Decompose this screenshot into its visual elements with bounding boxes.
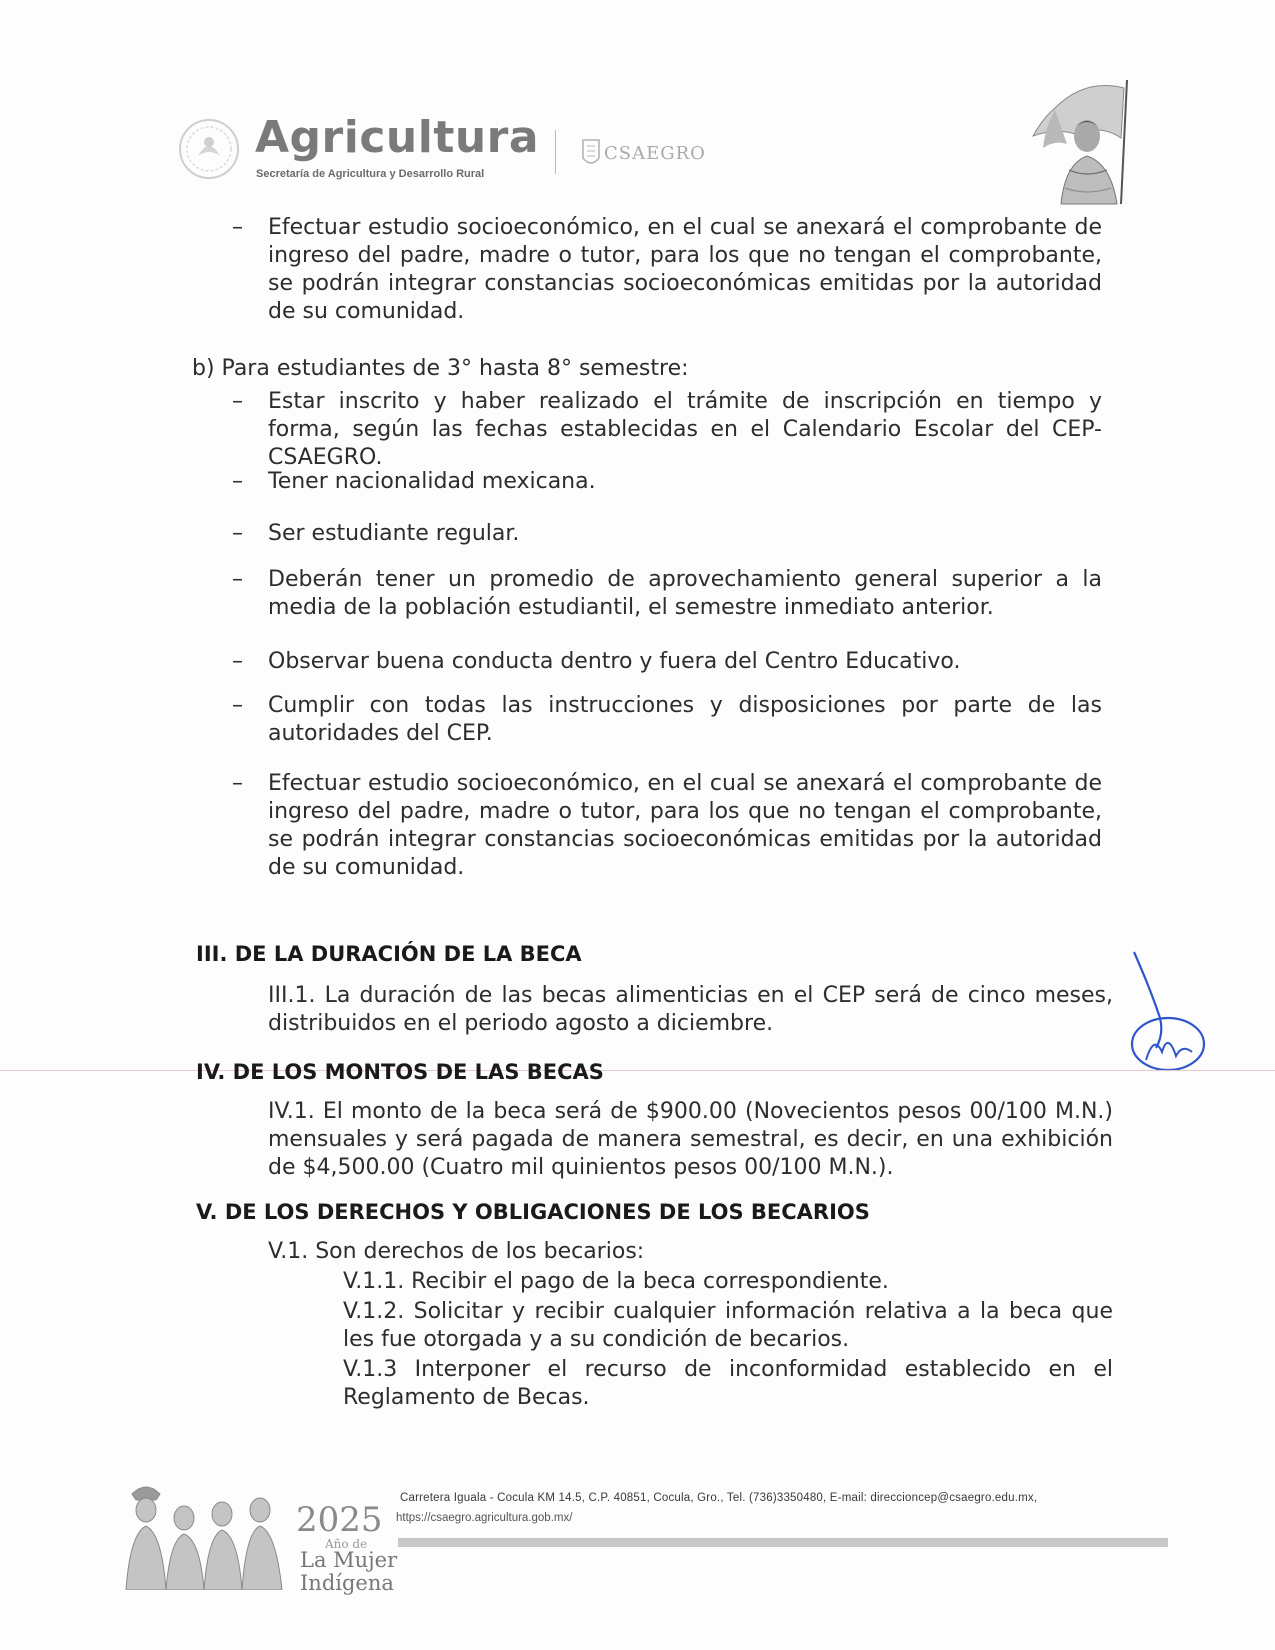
bullet-dash: – [232, 469, 243, 494]
national-seal-logo [178, 118, 240, 180]
section-heading-iii: III. DE LA DURACIÓN DE LA BECA [196, 942, 582, 966]
indigenous-women-illustration [122, 1478, 287, 1590]
handwritten-signature [1120, 948, 1220, 1078]
footer-bar [398, 1538, 1168, 1547]
bullet-dash: – [232, 389, 243, 414]
bullet-dash: – [232, 521, 243, 546]
section-iii-text: III.1. La duración de las becas alimenticias en el CEP será de cinco meses, distribuidos en el periodo agosto a diciembre. [268, 983, 1113, 1036]
list-item-text: Efectuar estudio socioeconómico, en el cual se anexará el comprobante de ingreso del padre, madre o tutor, para los que no tengan el comprobante, se podrán integrar constancias socioeconómicas emitidas por la autoridad de su comunidad. [268, 215, 1102, 324]
header-divider [555, 130, 556, 174]
footer-ano-de: Año de [325, 1537, 368, 1551]
list-item-text: Observar buena conducta dentro y fuera del Centro Educativo. [268, 649, 961, 674]
list-item-text: Tener nacionalidad mexicana. [268, 469, 596, 494]
footer-indigena: Indígena [300, 1571, 394, 1595]
list-item-text: Estar inscrito y haber realizado el trámite de inscripción en tiempo y forma, según las fechas establecidas en el Calendario Escolar del CEP-CSAEGRO. [268, 389, 1102, 470]
list-item [232, 520, 1102, 548]
bullet-dash: – [232, 567, 243, 592]
subsection-intro: b) Para estudiantes de 3° hasta 8° semestre: [192, 356, 689, 381]
bullet-dash: – [232, 649, 243, 674]
list-item [232, 692, 1102, 748]
list-item: V.1.3 Interponer el recurso de inconformidad establecido en el Reglamento de Becas. [343, 1357, 1113, 1410]
list-item [232, 770, 1102, 882]
list-item [232, 388, 1102, 472]
list-item-text: Efectuar estudio socioeconómico, en el cual se anexará el comprobante de ingreso del padre, madre o tutor, para los que no tengan el comprobante, se podrán integrar constancias socioeconómicas emitidas por la autoridad de su comunidad. [268, 771, 1102, 880]
agency-brand-title: Agricultura [255, 112, 540, 163]
footer-la-mujer: La Mujer [300, 1548, 398, 1572]
bullet-dash: – [232, 215, 243, 240]
footer-year: 2025 [296, 1500, 383, 1540]
list-item-text: Ser estudiante regular. [268, 521, 520, 546]
scan-line [0, 1070, 1275, 1071]
list-item: V.1.2. Solicitar y recibir cualquier información relativa a la beca que les fue otorgada y a su condición de becarios. [343, 1299, 1113, 1352]
section-heading-v: V. DE LOS DERECHOS Y OBLIGACIONES DE LOS BECARIOS [196, 1200, 870, 1224]
list-item-text: Deberán tener un promedio de aprovechamiento general superior a la media de la población estudiantil, el semestre inmediato anterior. [268, 567, 1102, 620]
bullet-dash: – [232, 771, 243, 796]
agency-subtitle: Secretaría de Agricultura y Desarrollo Rural [256, 168, 485, 180]
heroine-flag-illustration [1025, 78, 1145, 208]
list-item [232, 214, 1102, 326]
list-item [232, 468, 1102, 496]
list-item: V.1.1. Recibir el pago de la beca correspondiente. [343, 1269, 889, 1294]
section-iv-text: IV.1. El monto de la beca será de $900.00 (Novecientos pesos 00/100 M.N.) mensuales y será pagada de manera semestral, es decir, en una exhibición de $4,500.00 (Cuatro mil quinientos pesos 00/100 M.N.). [268, 1099, 1113, 1180]
csaegro-name: CSAEGRO [604, 143, 706, 164]
section-v-text: V.1. Son derechos de los becarios: [268, 1239, 645, 1264]
footer-website-link[interactable]: https://csaegro.agricultura.gob.mx/ [396, 1512, 573, 1524]
footer-address: Carretera Iguala - Cocula KM 14.5, C.P. 40851, Cocula, Gro., Tel. (736)3350480, E-mail: direccioncep@csaegro.edu.mx, [400, 1492, 1038, 1504]
list-item [232, 566, 1102, 622]
section-heading-iv: IV. DE LOS MONTOS DE LAS BECAS [196, 1060, 604, 1084]
csaegro-logo-icon [580, 136, 602, 170]
list-item-text: Cumplir con todas las instrucciones y disposiciones por parte de las autoridades del CEP. [268, 693, 1102, 746]
bullet-dash: – [232, 693, 243, 718]
list-item [232, 648, 1102, 676]
